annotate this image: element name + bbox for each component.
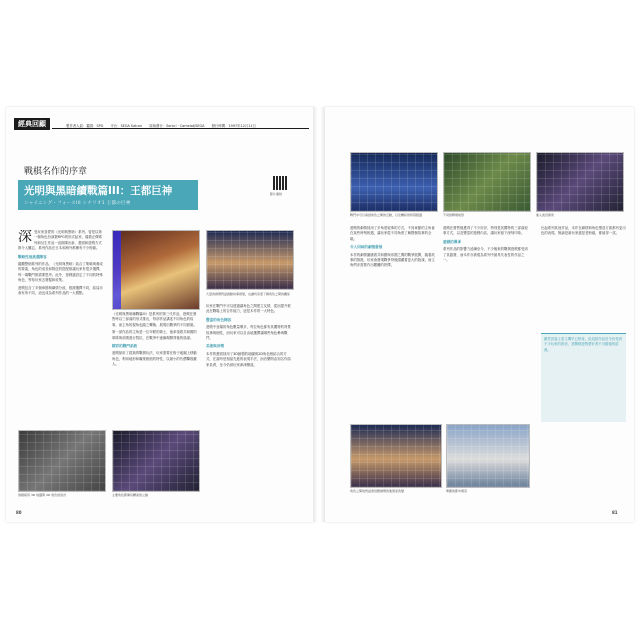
qr-code-icon[interactable]: [273, 176, 287, 190]
right-column-2: [443, 226, 529, 426]
game-cover-image: [112, 230, 200, 310]
caption: 不同的戰場地形: [443, 213, 465, 217]
meta-item: 發行時間：1997年12月11日: [211, 124, 256, 128]
section-heading: 豐富的角色陣容: [206, 317, 232, 322]
game-meta: [66, 123, 306, 128]
section-heading: 令人回味的劇情發展: [350, 245, 383, 250]
header-rule: [52, 128, 309, 129]
caption: 遊戲採用 3D 地圖與 2D 角色的設計: [18, 493, 67, 497]
section-heading: 戰略性地挑選陣容: [18, 254, 47, 259]
page-gutter: [313, 107, 325, 522]
paragraph: 系列作品的影響力延續至今，不少後來的戰棋遊戲都受到了其啟發，而本作亦被視為系列中最具代表性的作品之一。: [443, 247, 528, 263]
left-column-3: [206, 304, 292, 427]
paragraph: 受玩家喜愛的《光明與黑暗》系列，曾是以第一個角色扮演類RPG的形式起家，隨着正傳系列和衍生作品一直推陳出新，畫面和遊戲方式都令人難忘，系列作品在日本和海外都擁有不少粉絲。: [18, 230, 103, 251]
caption: 角色之間的對話會因應劇情的進展而改變: [350, 489, 405, 493]
article-title: 光明與黑暗續戰篇III：王都巨神: [24, 185, 173, 197]
caption: 大量的劇情對話推動故事發展，也讓玩家更了解角色之間的關係: [206, 292, 291, 296]
meta-item: 製作者人氣：鑑賞：SPG: [66, 124, 104, 128]
paragraph: 遊戲中登場的角色數量眾多，每位角色都有其獨特的背景故事與個性，而玩家可以自由地選擇讓哪些角色參與戰鬥。: [206, 325, 291, 341]
page-number-left: 80: [16, 510, 22, 515]
paragraph: 遊戲包含了多個章節與劇情分歧，根據選擇不同，結局亦會有所不同，這也成為系列作品的一大賣點。: [18, 285, 103, 296]
left-column-1: [18, 230, 104, 426]
paragraph: 《光明與黑暗續戰篇III》是系列的第三代作品，遊戲在發售時以三部曲的形式推出，每部作品講述不同角色的故事，而主角的視角也隨之轉換，展現出戰爭的不同面貌。: [112, 312, 197, 327]
screenshot-portraits: [112, 430, 200, 492]
screenshot-terrain: [443, 152, 531, 212]
section-tag: 經典回顧: [14, 118, 50, 130]
screenshot-battle: [350, 152, 438, 212]
caption: 主要角色都擁有精美的立繪: [112, 493, 149, 497]
section-heading: 精彩的戰鬥系統: [112, 344, 138, 349]
meta-item: 原始發行：Sonic! · Camelot/SEGA: [149, 124, 205, 128]
sidebar-text: 雖然世嘉土星主機早已停產，但這款作品至今仍受到不少玩家的推崇，是戰棋遊戲愛好者不可錯過的經典。: [544, 337, 622, 352]
right-column-3: [541, 226, 626, 330]
caption: 進入迷宮探索: [536, 213, 555, 217]
meta-item: 平台：SEGA Saturn: [110, 124, 143, 128]
caption: 戰鬥中可以看到角色之間的互動，以及精彩的特寫鏡頭: [350, 213, 423, 217]
paragraph: 比起系列其他作品，本作在劇情和角色塑造方面都有更出色的表現，無論是新玩家還是老粉絲，都值得一試。: [541, 226, 626, 236]
left-column-2: [112, 312, 198, 427]
sidebar-box: [541, 333, 626, 422]
title-band: [18, 180, 198, 210]
section-heading: 美術與音樂: [206, 344, 224, 349]
paragraph: 縱觀整個系列的作品，《光明與黑暗》結合了策略與養成的要素，角色的成長和隊伍的搭配都讓玩家有很多選擇，每一場戰鬥都需要思考。此外，遊戲還設定了不同的特殊角色，等待玩家去發掘和收集。: [18, 262, 103, 283]
caption: 華麗的都市場景: [446, 489, 468, 493]
section-heading: 遊戲的傳承: [443, 239, 461, 244]
page-number-right: 81: [612, 510, 618, 515]
paragraph: 玩家在戰鬥中可以透過讓角色之間建立友情，從而提升彼此在戰場上的合作能力，這是本作的一大特色。: [206, 304, 291, 314]
screenshot-city: [446, 424, 530, 488]
article-title-jp: シャイニング・フォースIII シナリオ1 王都の巨神: [24, 201, 131, 206]
paragraph: 遊戲採用了經典的戰棋玩法，玩家需要在格子地圖上移動角色，利用地形和職業相剋的特性，以最小的代價擊敗敵人。: [112, 351, 197, 367]
paragraph: 遊戲在發售後獲得了不少好評，特別是其獨特的三部曲敘事方式，以及豐富的遊戲內容，讓玩家留下深刻印象。: [443, 226, 528, 236]
paragraph: 遊戲的劇情採用了多角度敘事的方式，不同章節的主角會在某些時刻相遇，讓玩家從不同角度了解整個故事的全貌。: [350, 226, 435, 241]
screenshot-conversation: [350, 424, 442, 488]
qr-label: 影片連結: [270, 192, 283, 196]
article-subtitle: 戰棋名作的序章: [24, 167, 88, 177]
paragraph: 第一部作品的主角是一位年輕的劍士，他率領着共和國的軍隊與帝國進行對抗，在戰爭中逐漸揭開背後的陰謀。: [112, 330, 197, 340]
drop-cap: 深: [18, 230, 32, 245]
paragraph: 本作的劇情圍繞着共和國與帝國之間的戰爭展開，隨着故事的推進，玩家會發現戰爭背後隱藏着更大的陰謀，而主角們亦需要作出艱難的抉擇。: [350, 252, 435, 268]
screenshot-dungeon: [536, 152, 624, 212]
screenshot-3d-map: [18, 430, 106, 492]
paragraph: 本作的畫面採用了3D繪製的地圖與2D角色相結合的方式，在當時是相當先進的表現手法，而音樂則由知名作曲家負責，至今仍被玩家津津樂道。: [206, 351, 291, 367]
right-column-1: [350, 226, 436, 426]
screenshot-dialogue: [206, 230, 294, 290]
